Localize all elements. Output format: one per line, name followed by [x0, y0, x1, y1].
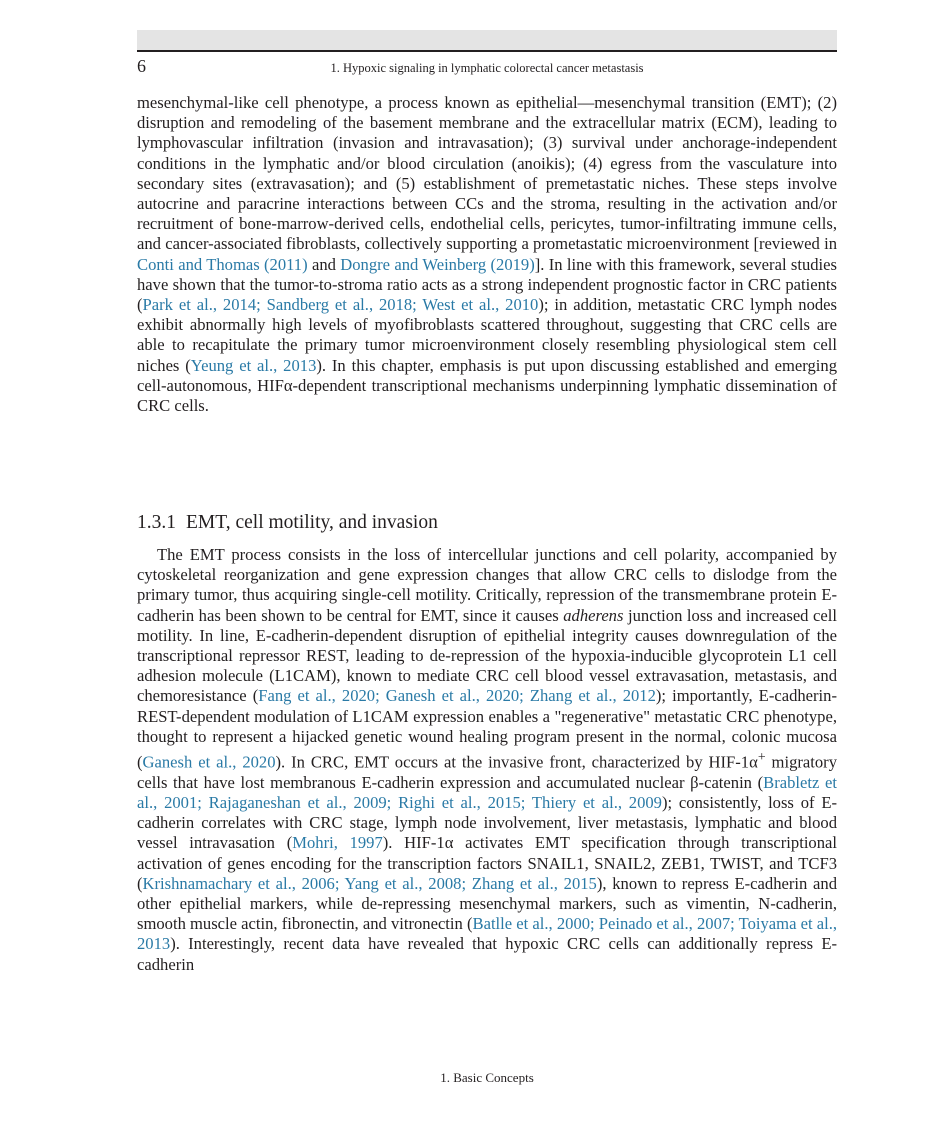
text-run: ]. In line with this framework, several studies have shown that the tumor-to-stroma ratio acts as a strong independent prognostic factor in CRC patients ( [137, 254, 837, 315]
citation-link[interactable]: Conti and Thomas (2011) [137, 254, 308, 274]
page-footer: 1. Basic Concepts [440, 1070, 534, 1085]
citation-link[interactable]: Mohri, 1997 [292, 833, 383, 853]
text-run: ). In this chapter, emphasis is put upon discussing established and emerging cell-autonomous, HIFα-dependent transcriptional mechanisms underpinning lymphatic dissemination of CRC cells. [137, 355, 837, 416]
text-run: ), known to repress E-cadherin and other epithelial markers, while de-repressing mesenchymal markers, such as vimentin, N-cadherin, smooth muscle actin, fibronectin, and vitronectin ( [137, 873, 838, 934]
body-paragraph-1 [137, 93, 837, 416]
text-run: ). In CRC, EMT occurs at the invasive front, characterized by HIF-1α [275, 752, 758, 772]
text-run: ); consistently, loss of E-cadherin correlates with CRC stage, lymph node involvement, liver metastasis, lymphatic and blood vessel intravasation ( [137, 792, 837, 853]
citation-link[interactable]: Ganesh et al., 2020 [142, 752, 276, 772]
citation-link[interactable]: Fang et al., 2020; Ganesh et al., 2020; Zhang et al., 2012 [258, 686, 656, 706]
body-paragraph-2 [137, 545, 837, 975]
text-run: ); importantly, E-cadherin-REST-dependent modulation of L1CAM expression enables a "regenerative" metastatic CRC phenotype, thought to represent a hijacked genetic wound healing program present in the normal, colonic mucosa ( [137, 686, 837, 772]
citation-link[interactable]: Brabletz et al., 2001; Rajaganeshan et al., 2009; Righi et al., 2015; Thiery et al., 2009 [137, 772, 837, 812]
text-run: and [307, 254, 341, 274]
header-bar [137, 30, 837, 52]
text-run: ). Interestingly, recent data have revealed that hypoxic CRC cells can additionally repress E-cadherin [137, 934, 837, 974]
section-heading [137, 511, 837, 535]
superscript: + [757, 749, 766, 765]
emphasis-term: adherens [563, 605, 624, 625]
paragraph-text [137, 93, 837, 416]
text-run: ). HIF-1α activates EMT specification through transcriptional activation of genes encoding for the transcription factors SNAIL1, SNAIL2, ZEB1, TWIST, and TCF3 ( [137, 833, 837, 893]
text-run: migratory cells that have lost membranous E-cadherin expression and accumulated nuclear β-catenin ( [137, 752, 837, 792]
citation-link[interactable]: Park et al., 2014; Sandberg et al., 2018; West et al., 2010 [142, 295, 539, 315]
citation-link[interactable]: Yeung et al., 2013 [190, 355, 317, 375]
text-run: junction loss and increased cell motility. In line, E-cadherin-dependent disruption of epithelial integrity causes downregulation of the transcriptional repressor REST, leading to de-repression of the hypoxia-inducible glycoprotein L1 cell adhesion molecule (L1CAM), known to mediate CRC cell blood vessel extravasation, metastasis, and chemoresistance ( [137, 605, 837, 706]
running-head: 1. Hypoxic signaling in lymphatic colorectal cancer metastasis [330, 61, 644, 75]
section-number: 1.3.1 [137, 512, 176, 533]
text-run: The EMT process consists in the loss of intercellular junctions and cell polarity, accompanied by cytoskeletal reorganization and gene expression changes that allow CRC cells to dislodge from the primary tumor, thus acquiring single-cell motility. Critically, repression of the transmembrane protein E-cadherin has been shown to be central for EMT, since it causes [137, 545, 837, 625]
section-title: EMT, cell motility, and invasion [186, 512, 438, 533]
citation-link[interactable]: Dongre and Weinberg (2019) [340, 254, 535, 274]
page-number: 6 [137, 56, 146, 76]
citation-link[interactable]: Krishnamachary et al., 2006; Yang et al., 2008; Zhang et al., 2015 [142, 873, 597, 893]
text-run: ); in addition, metastatic CRC lymph nodes exhibit abnormally high levels of myofibroblasts scattered throughout, suggesting that CRC cells are able to recapitulate the primary tumor microenvironment closely resembling physiological stem cell niches ( [137, 295, 837, 375]
paragraph-text [137, 545, 837, 975]
text-run: mesenchymal-like cell phenotype, a process known as epithelial—mesenchymal transition (EMT); (2) disruption and remodeling of the basement membrane and the extracellular matrix (ECM), leading to lymphovascular infiltration (invasion and intravasation); (3) survival under anchorage-independent conditions in the lymphatic and/or blood circulation (anoikis); (4) egress from the vasculature into secondary sites (extravasation); and (5) establishment of premetastatic niches. These steps involve autocrine and paracrine interactions between CCs and the stroma, resulting in the activation and/or recruitment of bone-marrow-derived cells, endothelial cells, pericytes, tumor-infiltrating immune cells, and cancer-associated fibroblasts, collectively supporting a prometastatic microenvironment [reviewed in [137, 93, 837, 254]
citation-link[interactable]: Batlle et al., 2000; Peinado et al., 2007; Toiyama et al., 2013 [137, 914, 837, 954]
